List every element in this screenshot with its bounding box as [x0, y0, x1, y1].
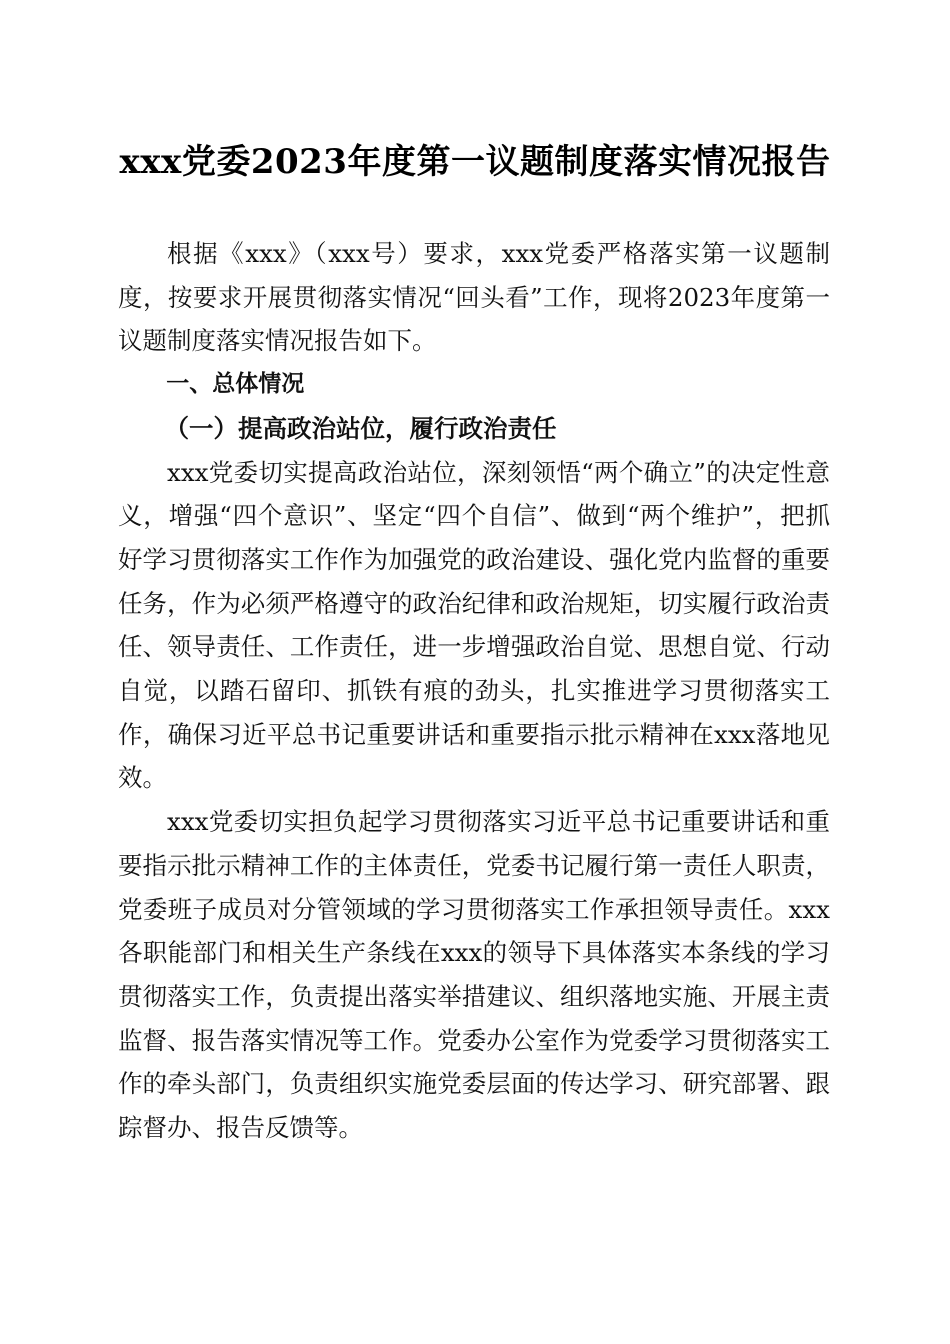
section-heading: 一、总体情况 — [166, 371, 305, 398]
intro-paragraph: 根据《xxx》（xxx号）要求，xxx党委严格落实第一议题制度，按要求开展贯彻落实情况“回头看”工作，现将2023年度第一议题制度落实情况报告如下。 — [118, 239, 830, 356]
document-body — [118, 232, 830, 1150]
subsection-heading: （一）提高政治站位，履行政治责任 — [164, 413, 557, 443]
document-title: xxx党委2023年度第一议题制度落实情况报告 — [119, 142, 831, 182]
body-paragraph-2: xxx党委切实担负起学习贯彻落实习近平总书记重要讲话和重要指示批示精神工作的主体责任，党委书记履行第一责任人职责，党委班子成员对分管领域的学习贯彻落实工作承担领导责任。xxx各职能部门和相关生产条线在xxx的领导下具体落实本条线的学习贯彻落实工作，负责提出落实举措建议、组织落地实施、开展主责监督、报告落实情况等工作。党委办公室作为党委学习贯彻落实工作的牵头部门，负责组织实施党委层面的传达学习、研究部署、跟踪督办、报告反馈等。 — [118, 807, 830, 1143]
body-paragraph-1: xxx党委切实提高政治站位，深刻领悟“两个确立”的决定性意义，增强“四个意识”、坚定“四个自信”、做到“两个维护”，把抓好学习贯彻落实工作作为加强党的政治建设、强化党内监督的重要任务，作为必须严格遵守的政治纪律和政治规矩，切实履行政治责任、领导责任、工作责任，进一步增强政治自觉、思想自觉、行动自觉，以踏石留印、抓铁有痕的劲头，扎实推进学习贯彻落实工作，确保习近平总书记重要讲话和重要指示批示精神在xxx落地见效。 — [118, 457, 830, 793]
